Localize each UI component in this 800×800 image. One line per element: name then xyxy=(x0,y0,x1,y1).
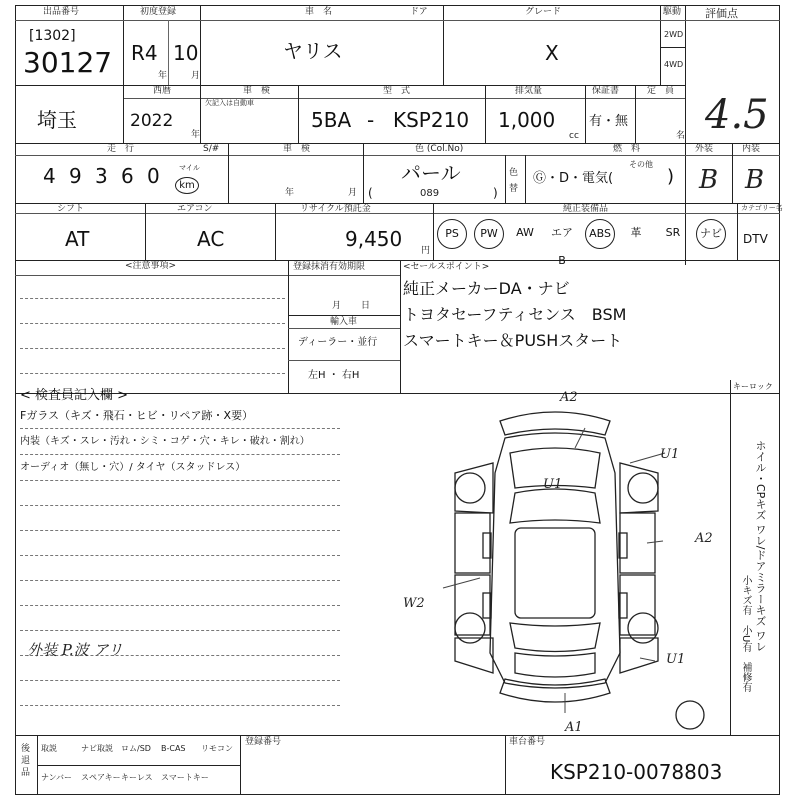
inspector-line-3: オーディオ（無し・穴）/ タイヤ（スタッドレス） xyxy=(20,462,246,473)
right-rear-door xyxy=(620,575,655,635)
lot-label: 出品番号 xyxy=(43,7,80,17)
accessory-item: ナンバー xyxy=(41,773,73,782)
color-no: 089 xyxy=(420,188,440,199)
wheel-fl xyxy=(455,473,485,503)
caution-label: <注意事項> xyxy=(125,261,177,271)
equipment-item: PW xyxy=(474,219,504,249)
equipment-item: ABS xyxy=(585,219,615,249)
interior-grade: B xyxy=(745,165,765,195)
aircon: AC xyxy=(197,227,225,251)
reg-era: R4 xyxy=(131,41,158,65)
mileage-digit: 0 xyxy=(147,164,160,188)
accessory-item: ロム/SD xyxy=(121,744,151,753)
damage-mark: U1 xyxy=(666,652,686,667)
reg-month: 10 xyxy=(173,41,199,65)
grade: X xyxy=(545,41,559,65)
displacement: 1,000 xyxy=(498,108,556,132)
lot-prefix: [1302] xyxy=(29,28,76,44)
inspector-line-1: Fガラス（キズ・飛石・ヒビ・リペア跡・X要） xyxy=(20,409,254,422)
reg-label: 初度登録 xyxy=(140,7,177,17)
damage-mark: A1 xyxy=(565,720,583,735)
spare-wheel xyxy=(676,701,704,729)
inspector-title: < 検査員記入欄 > xyxy=(20,388,129,403)
items-label: 後退品 xyxy=(21,744,31,778)
accessory-item: 取説 xyxy=(41,744,57,753)
wheel-fr xyxy=(628,473,658,503)
sales-point-1: 純正メーカーDA・ナビ xyxy=(403,279,570,298)
trunk xyxy=(515,653,595,677)
rear-window xyxy=(510,623,600,652)
left-front-door xyxy=(455,513,490,573)
door-label: ドア xyxy=(410,7,428,17)
accessory-item: リモコン xyxy=(201,744,233,753)
drive-label: 駆動 xyxy=(663,7,682,17)
damage-mark: W2 xyxy=(403,596,425,611)
warranty: 有・無 xyxy=(589,114,629,129)
inspector-line-2: 内装（キズ・スレ・汚れ・シミ・コゲ・穴・キレ・破れ・割れ） xyxy=(20,436,310,447)
rear-bumper xyxy=(500,679,610,702)
fuel-options: Ⓖ・D・電気( xyxy=(533,171,614,186)
damage-mark: U1 xyxy=(660,447,680,462)
front-bumper xyxy=(500,412,610,435)
cat-value: DTV xyxy=(743,232,768,246)
equipment-item: ナビ xyxy=(696,219,726,249)
damage-mark: A2 xyxy=(695,531,713,546)
recycle-fee: 9,450 xyxy=(345,227,403,251)
windshield xyxy=(510,489,600,523)
keylock-label: キーロック xyxy=(733,382,773,391)
car-name: ヤリス xyxy=(283,39,343,63)
equipment-item: SR xyxy=(665,226,681,239)
equipment-item: エアB xyxy=(551,226,573,267)
chassis-label: 車台番号 xyxy=(509,737,546,747)
accessory-item: キーレス xyxy=(121,773,153,782)
mileage-digit: 3 xyxy=(95,164,108,188)
mileage-digit: 9 xyxy=(69,164,82,188)
mileage-digit: 4 xyxy=(43,164,56,188)
accessory-item: スマートキー xyxy=(161,773,209,782)
color: パール xyxy=(401,161,461,185)
body-outline xyxy=(490,433,620,688)
sales-point-2: トヨタセーフティセンス BSM xyxy=(403,305,627,324)
accessory-item: スペアキー xyxy=(81,773,121,782)
score-label: 評価点 xyxy=(705,7,738,20)
lot-number: 30127 xyxy=(23,46,113,79)
side-text-2: 小キズ有 小U有 補修有 xyxy=(740,575,751,693)
equipment-item: PS xyxy=(437,219,467,249)
sales-point-3: スマートキー＆PUSHスタート xyxy=(403,331,623,350)
handwritten-note: 外装 P.波 アリ xyxy=(27,641,123,659)
chassis-number: KSP210-0078803 xyxy=(550,760,723,784)
sales-label: <セールスポイント> xyxy=(403,262,490,272)
auction-sheet: 出品番号 [1302] 30127 初度登録 R4 10 年 月 車 名 ドア ヤリス グレード X 駆動 2WD 4WD 評価点 4.5 埼玉 西暦 2022 年 車 検 欠記入は自動車 型 式 5BA - KSP210 排気量 1,000 cc 保証書 有・無 定 員 名 走 行 S/# 4 9 3 6 0 マイル km 車 検 年 月 色 (Col.No) パール ( 089 ) 色替 燃 料 Ⓖ・D・電気( その他 ) 外装 内装 B B シフト AT エアコン AC リサイクル預託金 9,450 円 純正装備品 PS PW AW エアB ABS 革 SR ナビ カテゴリー名 DTV <注意事項> 登録抹消有効期限 月 日 輸入車 ディーラー・並行 左H ・ 右H <セールスポイント> 純正メーカーDA・ナビ トヨタセーフティセンス BSM スマートキー＆PUSHスタート < 検査員記入欄 > Fガラス（キズ・飛石・ヒビ・リペア跡・X要） 内装（キズ・スレ・汚れ・シミ・コゲ・穴・キレ・破れ・割れ） オーディオ（無し・穴）/ タイヤ（スタッドレス） 外装 P.波 アリ A2 U1 U1 A2 W2 U1 A1 キーロック ホイル・CPキズ ワレ/ドアミラーキズ ワレ 小キズ有 小U有 補修有 後退品 取説 ナビ取説 ロム/SD B-CAS リモコン ナンバー スペアキー キーレス スマートキー 登録番号 車台番号 KSP210-0078803 xyxy=(15,5,780,795)
km-unit: km xyxy=(175,177,199,194)
mileage-digit: 6 xyxy=(121,164,134,188)
car-diagram xyxy=(415,390,730,735)
roof xyxy=(515,528,595,618)
side-text-1: ホイル・CPキズ ワレ/ドアミラーキズ ワレ xyxy=(754,440,767,653)
accessory-item: B-CAS xyxy=(161,744,186,753)
car-name-label: 車 名 xyxy=(305,7,333,17)
reg-no-label: 登録番号 xyxy=(245,737,282,747)
accessory-item: ナビ取説 xyxy=(81,744,113,753)
shift: AT xyxy=(65,227,90,251)
exterior-grade: B xyxy=(699,165,719,195)
model-year: 2022 xyxy=(130,111,174,131)
model-code: KSP210 xyxy=(393,108,470,132)
damage-mark: U1 xyxy=(543,477,563,492)
model-prefix: 5BA xyxy=(311,108,352,132)
equipment-item: 革 xyxy=(630,226,642,239)
grade-label: グレード xyxy=(525,7,562,17)
equipment-item: AW xyxy=(516,226,534,239)
location: 埼玉 xyxy=(37,108,77,132)
damage-mark: A2 xyxy=(560,390,578,405)
score-handwritten: 4.5 xyxy=(705,92,769,138)
